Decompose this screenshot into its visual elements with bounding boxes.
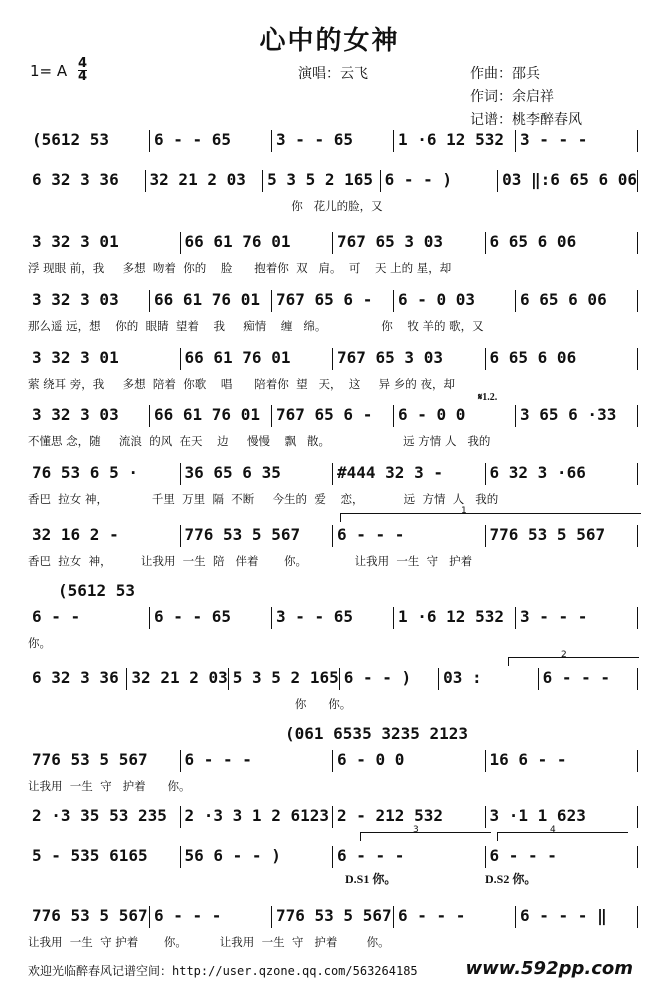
- measure: 3 - - 65: [272, 130, 394, 152]
- measure: 76 53 6 5 ·: [28, 463, 181, 485]
- singer: 演唱：云飞: [298, 66, 368, 82]
- measure: 6 - - ): [340, 668, 439, 690]
- measure: 6 65 6 06: [486, 348, 639, 370]
- measure: 776 53 5 567: [181, 525, 334, 547]
- measure: 6 - 0 03: [394, 290, 516, 312]
- measure: 1 ·6 12 532: [394, 130, 516, 152]
- footer-watermark: www.592pp.com: [465, 958, 633, 979]
- measure: 6 32 3 36: [28, 668, 127, 690]
- volta-1-label: 1: [461, 506, 467, 516]
- song-title: 心中的女神: [259, 26, 400, 56]
- measure: 6 32 3 ·66: [486, 463, 639, 485]
- notation-line: [28, 525, 638, 547]
- notation-line: [28, 750, 638, 772]
- measure: 6 65 6 06: [486, 232, 639, 254]
- measure: 2 - 212 532: [333, 806, 486, 828]
- measure: 56 6 - - ): [181, 846, 334, 868]
- lyricist: 作词：余启祥: [470, 89, 554, 105]
- measure: 03 :: [439, 668, 538, 690]
- volta-4: [497, 825, 628, 841]
- measure: 32 21 2 03: [146, 170, 264, 192]
- measure: #444 32 3 -: [333, 463, 486, 485]
- measure: 3 - - -: [516, 607, 638, 629]
- lyrics-line: 让我用 一生 守 护着 你。: [28, 779, 191, 793]
- notation-line: [28, 405, 638, 427]
- measure: 5 3 5 2 165: [229, 668, 340, 690]
- lyrics-line: [28, 874, 638, 890]
- volta-3: [360, 825, 491, 841]
- measure: 6 - - -: [486, 846, 639, 868]
- measure: 03 ‖:6 65 6 06: [498, 170, 638, 192]
- key-signature: 1= A: [30, 62, 68, 80]
- measure: 5 - 535 6165: [28, 846, 181, 868]
- volta-1: [340, 506, 641, 522]
- measure: 1 ·6 12 532: [394, 607, 516, 629]
- measure: 767 65 6 -: [272, 290, 394, 312]
- measure: 2 ·3 35 53 235: [28, 806, 181, 828]
- measure: 16 6 - -: [486, 750, 639, 772]
- measure: 6 - -: [28, 607, 150, 629]
- notation-line: [28, 846, 638, 868]
- footer-website-note: 欢迎光临醉春风记谱空间：http://user.qzone.qq.com/563264185: [28, 964, 418, 978]
- measure: 3 65 6 ·33: [516, 405, 638, 427]
- measure: 776 53 5 567: [272, 906, 394, 928]
- measure: 3 32 3 01: [28, 348, 181, 370]
- measure: 32 21 2 03: [127, 668, 228, 690]
- measure: 6 - - -: [394, 906, 516, 928]
- measure: 66 61 76 01: [181, 348, 334, 370]
- lyrics-line: 不懂思 念，随 流浪 的风 在天 边 慢慢 飘 散。 远 方情 人 我的: [28, 434, 491, 448]
- measure: 776 53 5 567: [486, 525, 639, 547]
- measure: 6 - - 65: [150, 607, 272, 629]
- measure: 6 - - -: [539, 668, 638, 690]
- measure: 6 - - -: [333, 525, 486, 547]
- time-signature: [78, 58, 87, 83]
- notation-line: [28, 130, 638, 152]
- notation-line: [28, 906, 638, 928]
- notation-line: [28, 232, 638, 254]
- ds1-mark: D.S1 你。: [345, 872, 397, 886]
- measure: 36 65 6 35: [181, 463, 334, 485]
- measure: 66 61 76 01: [181, 232, 334, 254]
- measure: 6 - 0 0: [394, 405, 516, 427]
- notation-line: [28, 290, 638, 312]
- notation-line: [28, 806, 638, 828]
- intro-bracket-notes: (5612 53: [58, 581, 136, 600]
- lyrics-line: 浮 现眼 前，我 多想 吻着 你的 脸 抱着你 双 肩。 可 天 上的 星，却: [28, 261, 452, 275]
- measure: 6 - - - ‖: [516, 906, 638, 928]
- measure: 6 - - 65: [150, 130, 272, 152]
- measure: 6 - - -: [181, 750, 334, 772]
- volta-3-label: 3: [413, 825, 419, 835]
- measure: 3 32 3 01: [28, 232, 181, 254]
- lyrics-line: 让我用 一生 守 护着 你。 让我用 一生 守 护着 你。: [28, 935, 390, 949]
- notation-line: [28, 348, 638, 370]
- lyrics-line: 萦 绕耳 旁，我 多想 陪着 你歌 唱 陪着你 望 天， 这 异 乡的 夜，却: [28, 377, 455, 391]
- measure: 767 65 3 03: [333, 348, 486, 370]
- measure: 3 32 3 03: [28, 405, 150, 427]
- measure: 32 16 2 -: [28, 525, 181, 547]
- measure: 6 - - -: [150, 906, 272, 928]
- measure: 3 32 3 03: [28, 290, 150, 312]
- notation-line: [28, 170, 638, 192]
- meter-top: 4: [78, 56, 88, 71]
- measure: 6 - - -: [333, 846, 486, 868]
- notation-line: [28, 607, 638, 629]
- measure: 6 - - ): [381, 170, 499, 192]
- lyrics-line: 你。: [28, 636, 51, 650]
- composer: 作曲：邵兵: [470, 66, 540, 82]
- measure: 3 - - 65: [272, 607, 394, 629]
- lyrics-line: 香巴 拉女 神， 让我用 一生 陪 伴着 你。 让我用 一生 守 护着: [28, 554, 473, 568]
- segno-mark: 𝄋1.2.: [478, 392, 498, 403]
- measure: 3 ·1 1 623: [486, 806, 639, 828]
- meter-bottom: 4: [78, 69, 88, 84]
- measure: 776 53 5 567: [28, 906, 150, 928]
- ds2-mark: D.S2 你。: [485, 872, 537, 886]
- measure: (5612 53: [28, 130, 150, 152]
- measure: 66 61 76 01: [150, 290, 272, 312]
- measure: 5 3 5 2 165: [263, 170, 381, 192]
- lyrics-line: 你 花儿的脸，又: [28, 199, 383, 213]
- measure: 767 65 3 03: [333, 232, 486, 254]
- volta-2-label: 2: [561, 650, 567, 660]
- measure: 776 53 5 567: [28, 750, 181, 772]
- transcriber: 记谱：桃李醉春风: [470, 112, 582, 128]
- volta-2: [508, 650, 639, 666]
- measure: 3 - - -: [516, 130, 638, 152]
- measure: 2 ·3 3 1 2 6123: [181, 806, 334, 828]
- lyrics-line: 那么遥 远，想 你的 眼睛 望着 我 痴情 缠 绵。 你 牧 羊的 歌，又: [28, 319, 484, 333]
- intro-bracket-notes: (061 6535 3235 2123: [285, 724, 469, 743]
- lyrics-line: 你 你。: [28, 697, 352, 711]
- measure: 66 61 76 01: [150, 405, 272, 427]
- notation-line: [28, 668, 638, 690]
- lyrics-line: 香巴 拉女 神， 千里 万里 隔 不断 今生的 爱 恋， 远 方情 人 我的: [28, 492, 499, 506]
- notation-line: [28, 463, 638, 485]
- volta-4-label: 4: [550, 825, 556, 835]
- measure: 767 65 6 -: [272, 405, 394, 427]
- measure: 6 65 6 06: [516, 290, 638, 312]
- measure: 6 32 3 36: [28, 170, 146, 192]
- measure: 6 - 0 0: [333, 750, 486, 772]
